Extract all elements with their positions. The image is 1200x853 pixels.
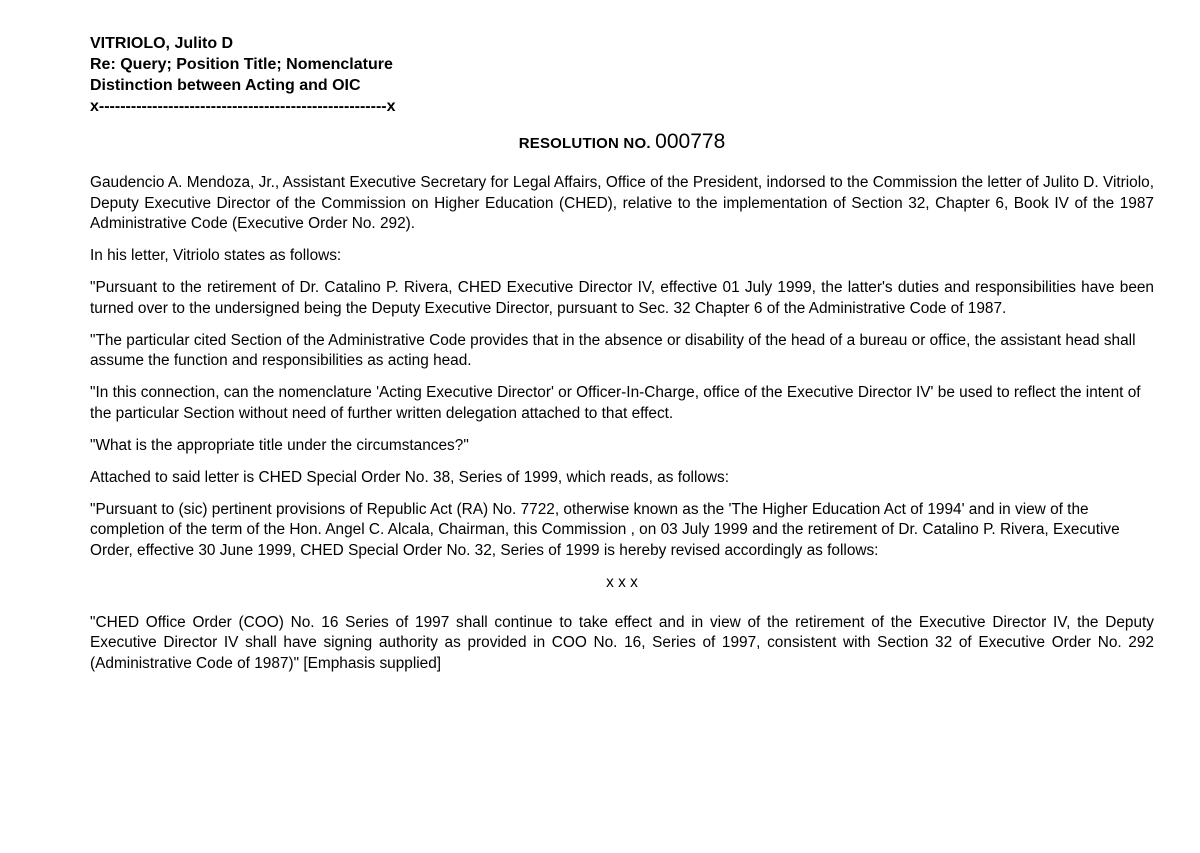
paragraph-quote-section: "The particular cited Section of the Administrative Code provides that in the absence or disability of the head of a bureau or office, the assistant head shall assume the function and responsibilities as acting head. bbox=[90, 331, 1136, 369]
document-header bbox=[90, 33, 1154, 117]
addressee-name: VITRIOLO, Julito D bbox=[90, 35, 234, 52]
paragraph-letter-intro: In his letter, Vitriolo states as follows: bbox=[90, 247, 342, 264]
paragraph-quote-question: "What is the appropriate title under the circumstances?" bbox=[90, 436, 469, 454]
paragraph-quote-retirement: "Pursuant to the retirement of Dr. Catalino P. Rivera, CHED Executive Director IV, effective 01 July 1999, the latter's duties and responsibilities have been turned over to the undersigned being the Deputy Executive Director, pursuant to Sec. 32 Chapter 6 of the Administrative Code of 1987. bbox=[90, 279, 1154, 317]
resolution-title bbox=[90, 129, 1154, 157]
paragraph-quote-office-order: "CHED Office Order (COO) No. 16 Series of 1997 shall continue to take effect and in view of the retirement of the Executive Director IV, the Deputy Executive Director IV shall have signing authority as provided in COO No. 16, Series of 1997, consistent with Section 32 of Executive Order No. 292 (Administrative Code of 1987)" [Emphasis supplied] bbox=[90, 613, 1154, 672]
paragraph-quote-nomenclature: "In this connection, can the nomenclature 'Acting Executive Director' or Officer-In-Charge, office of the Executive Director IV' be used to reflect the intent of the particular Section without need of further written delegation attached to that effect. bbox=[90, 384, 1141, 422]
header-separator: x------------------------------------------------------x bbox=[90, 98, 396, 115]
subject-re-line: Re: Query; Position Title; Nomenclature bbox=[90, 56, 393, 73]
subject-distinction-line: Distinction between Acting and OIC bbox=[90, 77, 361, 94]
paragraph-indorsement: Gaudencio A. Mendoza, Jr., Assistant Executive Secretary for Legal Affairs, Office of the President, indorsed to the Commission the letter of Julito D. Vitriolo, Deputy Executive Director of the Commission on Higher Education (CHED), relative to the implementation of Section 32, Chapter 6, Book IV of the 1987 Administrative Code (Executive Order No. 292). bbox=[90, 174, 1154, 232]
resolution-label: RESOLUTION NO. bbox=[518, 135, 651, 152]
resolution-number: 000778 bbox=[655, 130, 726, 153]
paragraph-special-order-intro: Attached to said letter is CHED Special Order No. 38, Series of 1999, which reads, as follows: bbox=[90, 468, 730, 486]
omission-marker: x x x bbox=[606, 573, 638, 591]
document-page bbox=[90, 33, 1154, 686]
paragraph-quote-special-order: "Pursuant to (sic) pertinent provisions of Republic Act (RA) No. 7722, otherwise known as the 'The Higher Education Act of 1994' and in view of the completion of the term of the Hon. Angel C. Alcala, Chairman, this Commission , on 03 July 1999 and the retirement of Dr. Catalino P. Rivera, Executive Order, effective 30 June 1999, CHED Special Order No. 32, Series of 1999 is hereby revised accordingly as follows: bbox=[90, 500, 1120, 559]
